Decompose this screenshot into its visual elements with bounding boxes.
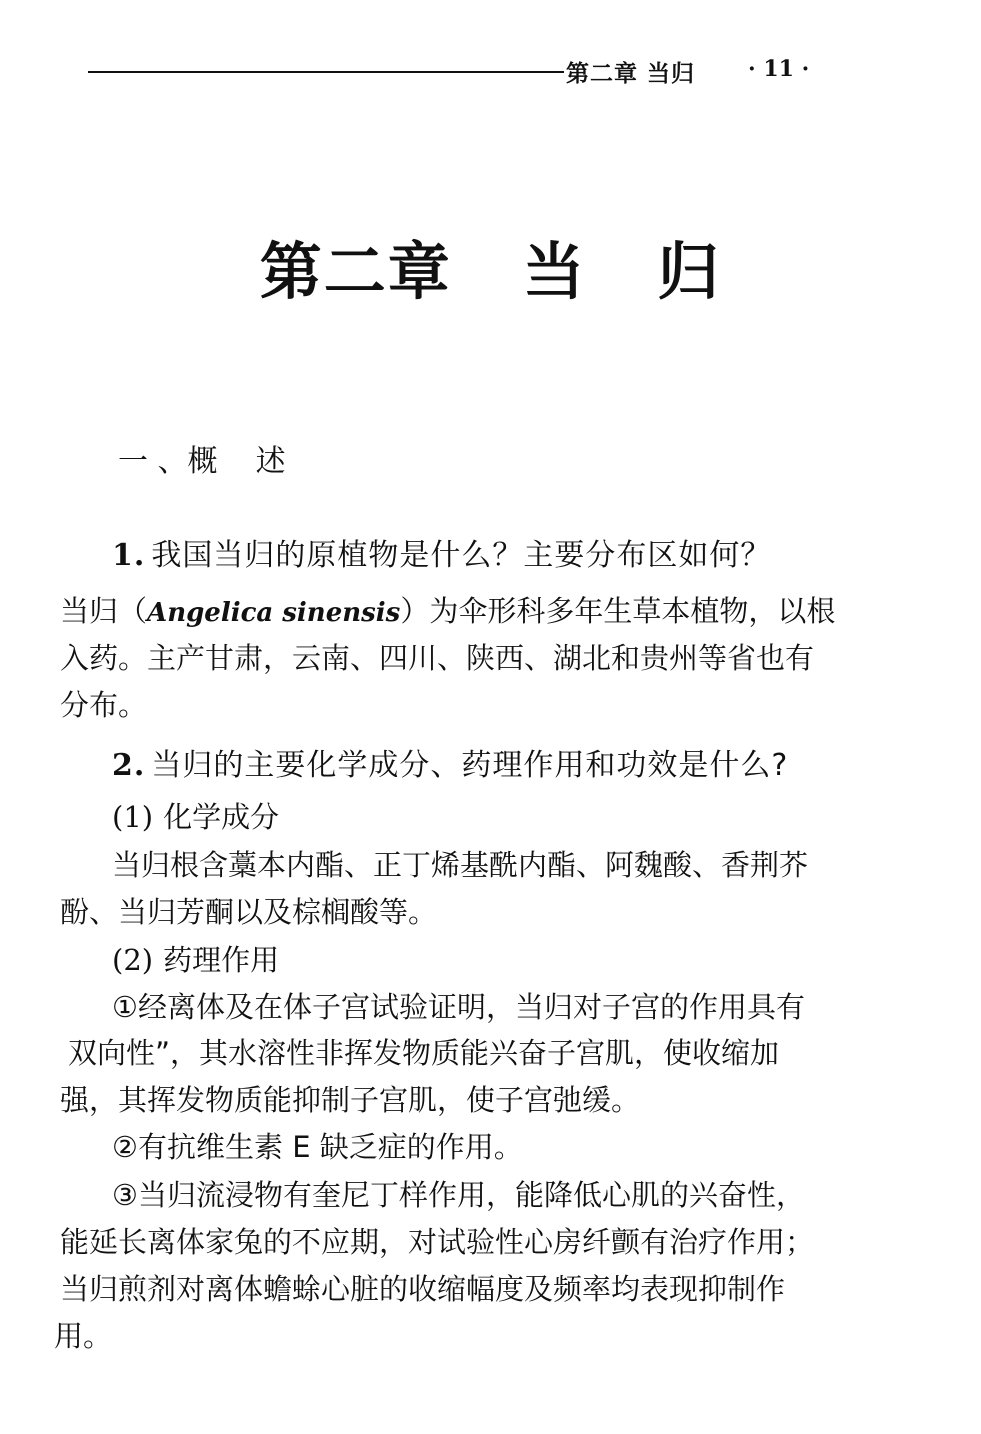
running-title: 第二章 当归 — [566, 60, 696, 87]
answer-line: 分布。 — [60, 688, 148, 722]
question-1 — [112, 530, 771, 574]
subheading-label: 化学成分 — [163, 800, 280, 834]
subheading-number: (1) — [112, 800, 154, 834]
subheading-pharmacology — [112, 938, 279, 979]
subheading-label: 药理作用 — [163, 943, 280, 977]
page-number: · 11 · — [748, 56, 810, 82]
body-line: 酚、当归芳酮以及棕榈酸等。 — [60, 895, 438, 929]
body-line: ①经离体及在体子宫试验证明，当归对子宫的作用具有 — [112, 990, 805, 1024]
question-number: 1. — [112, 538, 146, 573]
body-line: 当归煎剂对离体蟾蜍心脏的收缩幅度及频率均表现抑制作 — [60, 1272, 786, 1306]
answer-line: 入药。主产甘肃，云南、四川、陕西、湖北和贵州等省也有 — [60, 641, 815, 675]
question-text: 当归的主要化学成分、药理作用和功效是什么? — [151, 748, 789, 783]
subheading-chemistry — [112, 795, 279, 836]
question-2 — [112, 740, 788, 784]
header-rule — [88, 71, 564, 73]
body-line: 强，其挥发物质能抑制子宫肌，使子宫弛缓。 — [60, 1083, 641, 1117]
answer-line — [60, 589, 835, 630]
answer-text: ）为伞形科多年生草本植物，以根 — [400, 594, 836, 628]
body-line: 当归根含藁本内酯、正丁烯基酰内酯、阿魏酸、香荆芥 — [112, 848, 809, 882]
question-text: 我国当归的原植物是什么？主要分布区如何？ — [151, 538, 772, 573]
chapter-title: 第二章 当 归 — [259, 235, 722, 308]
body-line: ②有抗维生素 E 缺乏症的作用。 — [112, 1130, 523, 1164]
section-heading: 一 、概 述 — [118, 444, 286, 479]
body-line: 双向性”，其水溶性非挥发物质能兴奋子宫肌，使收缩加 — [68, 1036, 780, 1070]
subheading-number: (2) — [112, 943, 154, 977]
answer-text: 当归（ — [60, 594, 148, 628]
latin-name: Angelica sinensis — [147, 598, 401, 628]
running-header — [88, 55, 848, 89]
body-line: 能延长离体家兔的不应期，对试验性心房纤颤有治疗作用； — [60, 1225, 815, 1259]
question-number: 2. — [112, 748, 146, 783]
body-line: 用。 — [54, 1319, 113, 1353]
body-line: ③当归流浸物有奎尼丁样作用，能降低心肌的兴奋性， — [112, 1178, 805, 1212]
